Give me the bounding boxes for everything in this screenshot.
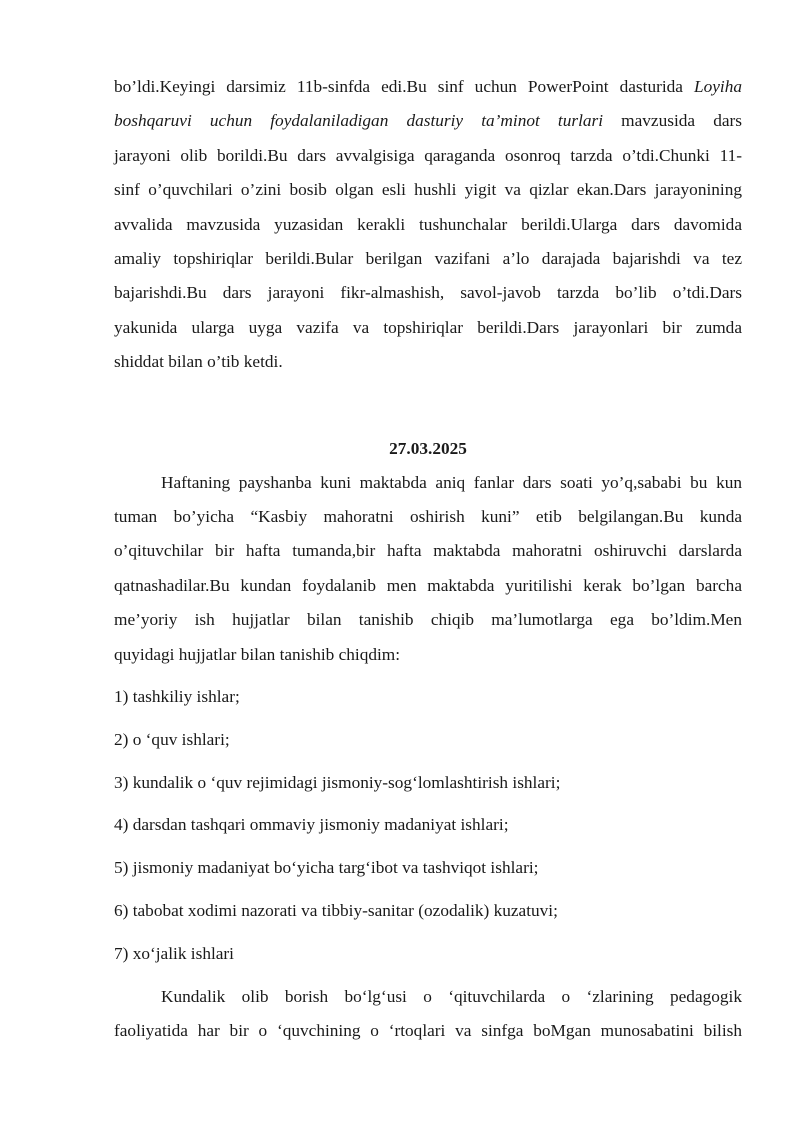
paragraph-professional-day: [114, 466, 742, 672]
list-item: 2) o ‘quv ishlari;: [114, 729, 230, 749]
text-line: quyidagi hujjatlar bilan tanishib chiqdim:: [114, 644, 401, 664]
text-line: me’yoriy ish hujjatlar bilan tanishib chiqib ma’lumotlarga ega bo’ldim.Men: [114, 610, 742, 630]
topic-title-part2: boshqaruvi uchun foydalaniladigan dasturiy ta’minot turlari: [114, 111, 604, 131]
text-line: Kundalik olib borish bo‘lg‘usi o ‘qituvchilarda o ‘zlarining pedagogik: [161, 986, 742, 1006]
text-line: amaliy topshiriqlar berildi.Bular berilgan vazifani a’lo darajada bajarishdi va tez: [114, 249, 742, 269]
text-span: mavzusida dars: [603, 111, 742, 131]
text-line: bajarishdi.Bu dars jarayoni fikr-almashish, savol-javob tarzda bo’lib o’tdi.Dars: [114, 283, 742, 303]
date-heading: 27.03.2025: [389, 438, 467, 458]
topic-title-part1: Loyiha: [693, 77, 742, 96]
text-line: faoliyatida har bir o ‘quvchining o ‘rtoqlari va sinfga boMgan munosabatini bilish: [114, 1021, 742, 1041]
text-line: sinf o’quvchilari o’zini bosib olgan esli hushli yigit va qizlar ekan.Dars jarayonining: [114, 180, 742, 200]
list-item: 4) darsdan tashqari ommaviy jismoniy madaniyat ishlari;: [114, 815, 509, 835]
text-line: yakunida ularga uyga vazifa va topshiriqlar berildi.Dars jarayonlari bir zumda: [114, 317, 742, 337]
text-line: Haftaning payshanba kuni maktabda aniq fanlar dars soati yo’q,sababi bu kun: [161, 472, 742, 492]
text-line: tuman bo’yicha “Kasbiy mahoratni oshirish kuni” etib belgilangan.Bu kunda: [114, 507, 742, 527]
list-item: 3) kundalik o ‘quv rejimidagi jismoniy-sog‘lomlashtirish ishlari;: [114, 772, 561, 792]
list-item: 7) xo‘jalik ishlari: [114, 943, 234, 963]
documents-list: [114, 680, 742, 980]
paragraph-lesson-11b: [114, 70, 742, 380]
text-line: [114, 70, 742, 104]
text-line: avvalida mavzusida yuzasidan kerakli tushunchalar berildi.Ularga dars davomida: [114, 214, 742, 234]
paragraph-diary: [114, 980, 742, 1049]
text-line: [114, 104, 742, 138]
text-line: o’qituvchilar bir hafta tumanda,bir hafta maktabda mahoratni oshiruvchi darslarda: [114, 541, 742, 561]
list-item: 1) tashkiliy ishlar;: [114, 687, 240, 707]
text-line: shiddat bilan o’tib ketdi.: [114, 352, 283, 372]
list-item: 5) jismoniy madaniyat bo‘yicha targ‘ibot va tashviqot ishlari;: [114, 858, 539, 878]
list-item: 6) tabobat xodimi nazorati va tibbiy-sanitar (ozodalik) kuzatuvi;: [114, 901, 558, 921]
text-line: jarayoni olib borildi.Bu dars avvalgisiga qaraganda osonroq tarzda o’tdi.Chunki 11-: [114, 145, 742, 165]
text-span: bo’ldi.Keyingi darsimiz 11b-sinfda edi.Bu sinf uchun PowerPoint dasturida: [114, 77, 694, 96]
text-line: qatnashadilar.Bu kundan foydalanib men maktabda yuritilishi kerak bo’lgan barcha: [114, 575, 742, 595]
